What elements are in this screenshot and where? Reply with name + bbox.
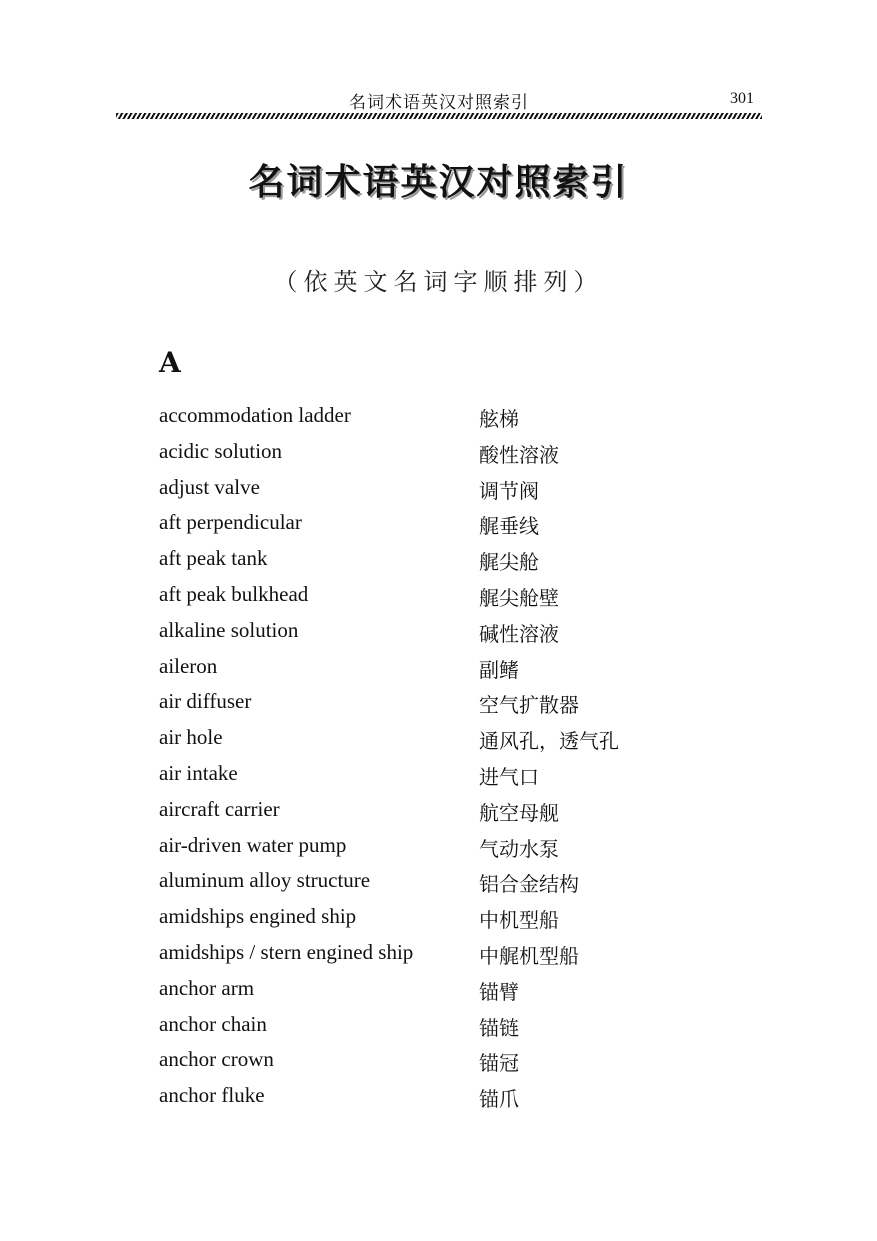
index-entry-english: accommodation ladder <box>159 403 351 427</box>
index-entry <box>159 936 759 972</box>
index-entry <box>159 900 759 936</box>
index-entry-chinese: 通风孔，透气孔 <box>479 729 619 754</box>
index-entry-english: aileron <box>159 653 218 678</box>
index-entry <box>159 757 759 793</box>
index-entry <box>159 506 759 542</box>
index-entry <box>159 1008 759 1044</box>
page-subtitle: （依英文名词字顺排列） <box>273 268 604 296</box>
index-entry-english: adjust valve <box>159 474 260 499</box>
index-entry-english: amidships / stern engined ship <box>159 939 414 964</box>
page-title: 名词术语英汉对照索引 <box>248 162 629 203</box>
index-entry <box>159 614 759 650</box>
running-header <box>116 84 762 114</box>
index-entry-chinese: 航空母舰 <box>479 800 559 825</box>
index-entry-chinese: 气动水泵 <box>479 836 559 861</box>
header-rule <box>116 113 762 119</box>
index-entry-chinese: 锚爪 <box>479 1087 519 1112</box>
index-entry-english: aft peak bulkhead <box>159 581 309 606</box>
index-entry-english: anchor crown <box>159 1047 274 1072</box>
index-entry <box>159 685 759 721</box>
section-letter: A <box>159 346 181 379</box>
page-number: 301 <box>730 90 754 107</box>
index-entry <box>159 471 759 507</box>
index-entry-chinese: 中机型船 <box>479 908 559 933</box>
running-header-title: 名词术语英汉对照索引 <box>349 93 529 113</box>
index-entry <box>159 650 759 686</box>
index-entry <box>159 435 759 471</box>
index-entry-list <box>159 399 759 1115</box>
index-entry-chinese: 锚臂 <box>479 979 519 1004</box>
index-entry <box>159 972 759 1008</box>
index-entry-english: amidships engined ship <box>159 904 357 929</box>
index-entry <box>159 542 759 578</box>
index-entry-chinese: 中艉机型船 <box>479 943 579 968</box>
index-entry-english: air hole <box>159 725 223 750</box>
index-entry-chinese: 碱性溶液 <box>479 621 559 646</box>
index-entry-chinese: 艉垂线 <box>479 514 539 539</box>
index-entry <box>159 1079 759 1115</box>
index-entry-english: aft peak tank <box>159 546 268 571</box>
index-entry-english: acidic solution <box>159 438 283 463</box>
index-entry-chinese: 调节阀 <box>479 478 539 503</box>
index-entry <box>159 721 759 757</box>
index-entry <box>159 829 759 865</box>
index-entry-chinese: 副鳍 <box>479 657 519 682</box>
index-entry <box>159 793 759 829</box>
index-entry-english: anchor chain <box>159 1011 267 1036</box>
index-entry-chinese: 铝合金结构 <box>479 872 579 897</box>
index-entry-english: air intake <box>159 760 238 785</box>
index-entry-chinese: 酸性溶液 <box>479 442 559 467</box>
index-entry-english: alkaline solution <box>159 617 299 642</box>
index-entry-chinese: 艉尖舱 <box>479 550 539 575</box>
index-entry-english: anchor arm <box>159 975 255 1000</box>
index-entry-chinese: 进气口 <box>479 764 539 789</box>
index-entry-chinese: 空气扩散器 <box>479 693 579 718</box>
index-entry-chinese: 锚链 <box>479 1015 519 1040</box>
index-entry-chinese: 锚冠 <box>479 1051 519 1076</box>
index-entry-chinese: 舷梯 <box>479 407 519 431</box>
index-entry-english: air-driven water pump <box>159 832 347 857</box>
index-entry <box>159 399 759 435</box>
index-entry-chinese: 艉尖舱壁 <box>479 585 559 610</box>
index-entry-english: aluminum alloy structure <box>159 868 371 893</box>
index-entry <box>159 1043 759 1079</box>
index-entry-english: aircraft carrier <box>159 796 280 821</box>
index-entry-english: aft perpendicular <box>159 510 302 535</box>
index-entry-english: anchor fluke <box>159 1083 265 1108</box>
index-entry <box>159 864 759 900</box>
index-entry-english: air diffuser <box>159 689 252 714</box>
index-entry <box>159 578 759 614</box>
